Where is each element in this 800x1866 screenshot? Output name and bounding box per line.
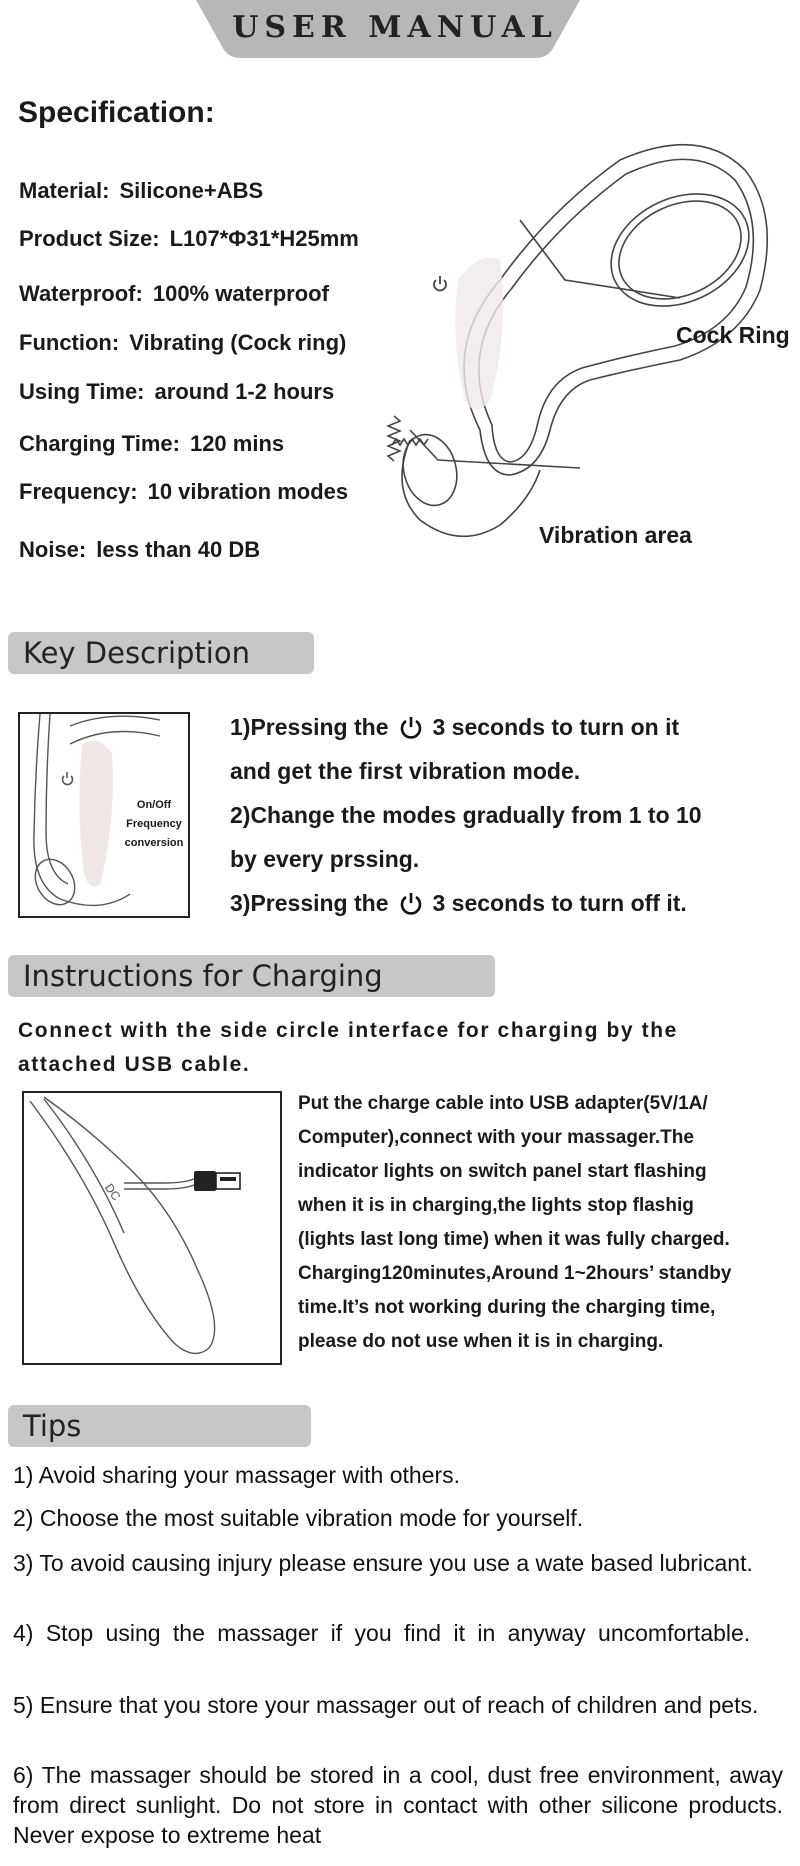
charging-line-5: (lights last long time) when it was fully charged. [298, 1229, 730, 1250]
charging-line-7: time.It’s not working during the charging time, [298, 1297, 716, 1318]
vibration-zigzag-icon [384, 414, 404, 474]
tip-2: 2) Choose the most suitable vibration mode for yourself. [13, 1505, 584, 1531]
tip-3: 3) To avoid causing injury please ensure you use a wate based lubricant. [13, 1550, 753, 1576]
tip-4: 4) Stop using the massager if you find it in anyway uncomfortable. [13, 1620, 751, 1646]
charging-intro: Connect with the side circle interface for charging by the attached USB cable. [18, 1019, 678, 1076]
spec-row-noise: Noise: less than 40 DB [19, 537, 261, 562]
section-bar-tips: Tips [8, 1405, 311, 1447]
key-label-conversion: conversion [124, 837, 184, 849]
callout-cock-ring: Cock Ring [676, 322, 790, 348]
section-bar-charging: Instructions for Charging [8, 955, 495, 997]
charging-image-frame [22, 1091, 282, 1365]
spec-row-charging-time: Charging Time: 120 mins [19, 431, 285, 456]
key-line-5: 3)Pressing the 3 seconds to turn off it. [230, 890, 687, 916]
tip-1: 1) Avoid sharing your massager with others. [13, 1462, 461, 1488]
key-line-2: and get the first vibration mode. [230, 758, 581, 784]
callout-vibration-area: Vibration area [539, 522, 692, 548]
dc-port-label: DC [101, 1180, 124, 1204]
charging-line-2: Computer),connect with your massager.The [298, 1127, 694, 1148]
power-icon [398, 714, 424, 740]
charging-line-1: Put the charge cable into USB adapter(5V/1A/ [298, 1093, 708, 1114]
tip-5: 5) Ensure that you store your massager out of reach of children and pets. [13, 1692, 759, 1718]
key-label-onoff: On/Off [136, 799, 172, 811]
key-label-frequency: Frequency [126, 818, 182, 830]
tip-6: 6) The massager should be stored in a cool, dust free environment, away from direct sunlight. Do not store in contact with other silicone products. Never expose to extreme heat [13, 1762, 783, 1848]
key-image-frame [18, 712, 190, 918]
charging-line-8: please do not use when it is in charging. [298, 1331, 664, 1352]
section-bar-key-description: Key Description [8, 632, 314, 674]
spec-row-function: Function: Vibrating (Cock ring) [19, 330, 347, 355]
key-line-3: 2)Change the modes gradually from 1 to 10 [230, 802, 702, 828]
page-title: USER MANUAL [232, 10, 558, 45]
spec-row-frequency: Frequency: 10 vibration modes [19, 479, 349, 504]
charging-line-6: Charging120minutes,Around 1~2hours’ standby [298, 1263, 732, 1284]
key-line-4: by every prssing. [230, 846, 420, 872]
charging-line-4: when it is in charging,the lights stop flashig [298, 1195, 694, 1216]
specification-title: Specification: [18, 96, 215, 129]
spec-row-material: Material: Silicone+ABS [19, 178, 264, 203]
charging-line-3: indicator lights on switch panel start flashing [298, 1161, 707, 1182]
spec-row-size: Product Size: L107*Φ31*H25mm [19, 226, 359, 251]
power-icon [398, 890, 424, 916]
key-line-1: 1)Pressing the 3 seconds to turn on it [230, 714, 680, 740]
product-illustration [380, 130, 800, 570]
spec-row-waterproof: Waterproof: 100% waterproof [19, 281, 329, 306]
spec-row-using-time: Using Time: around 1-2 hours [19, 379, 335, 404]
charging-illustration [24, 1093, 280, 1363]
